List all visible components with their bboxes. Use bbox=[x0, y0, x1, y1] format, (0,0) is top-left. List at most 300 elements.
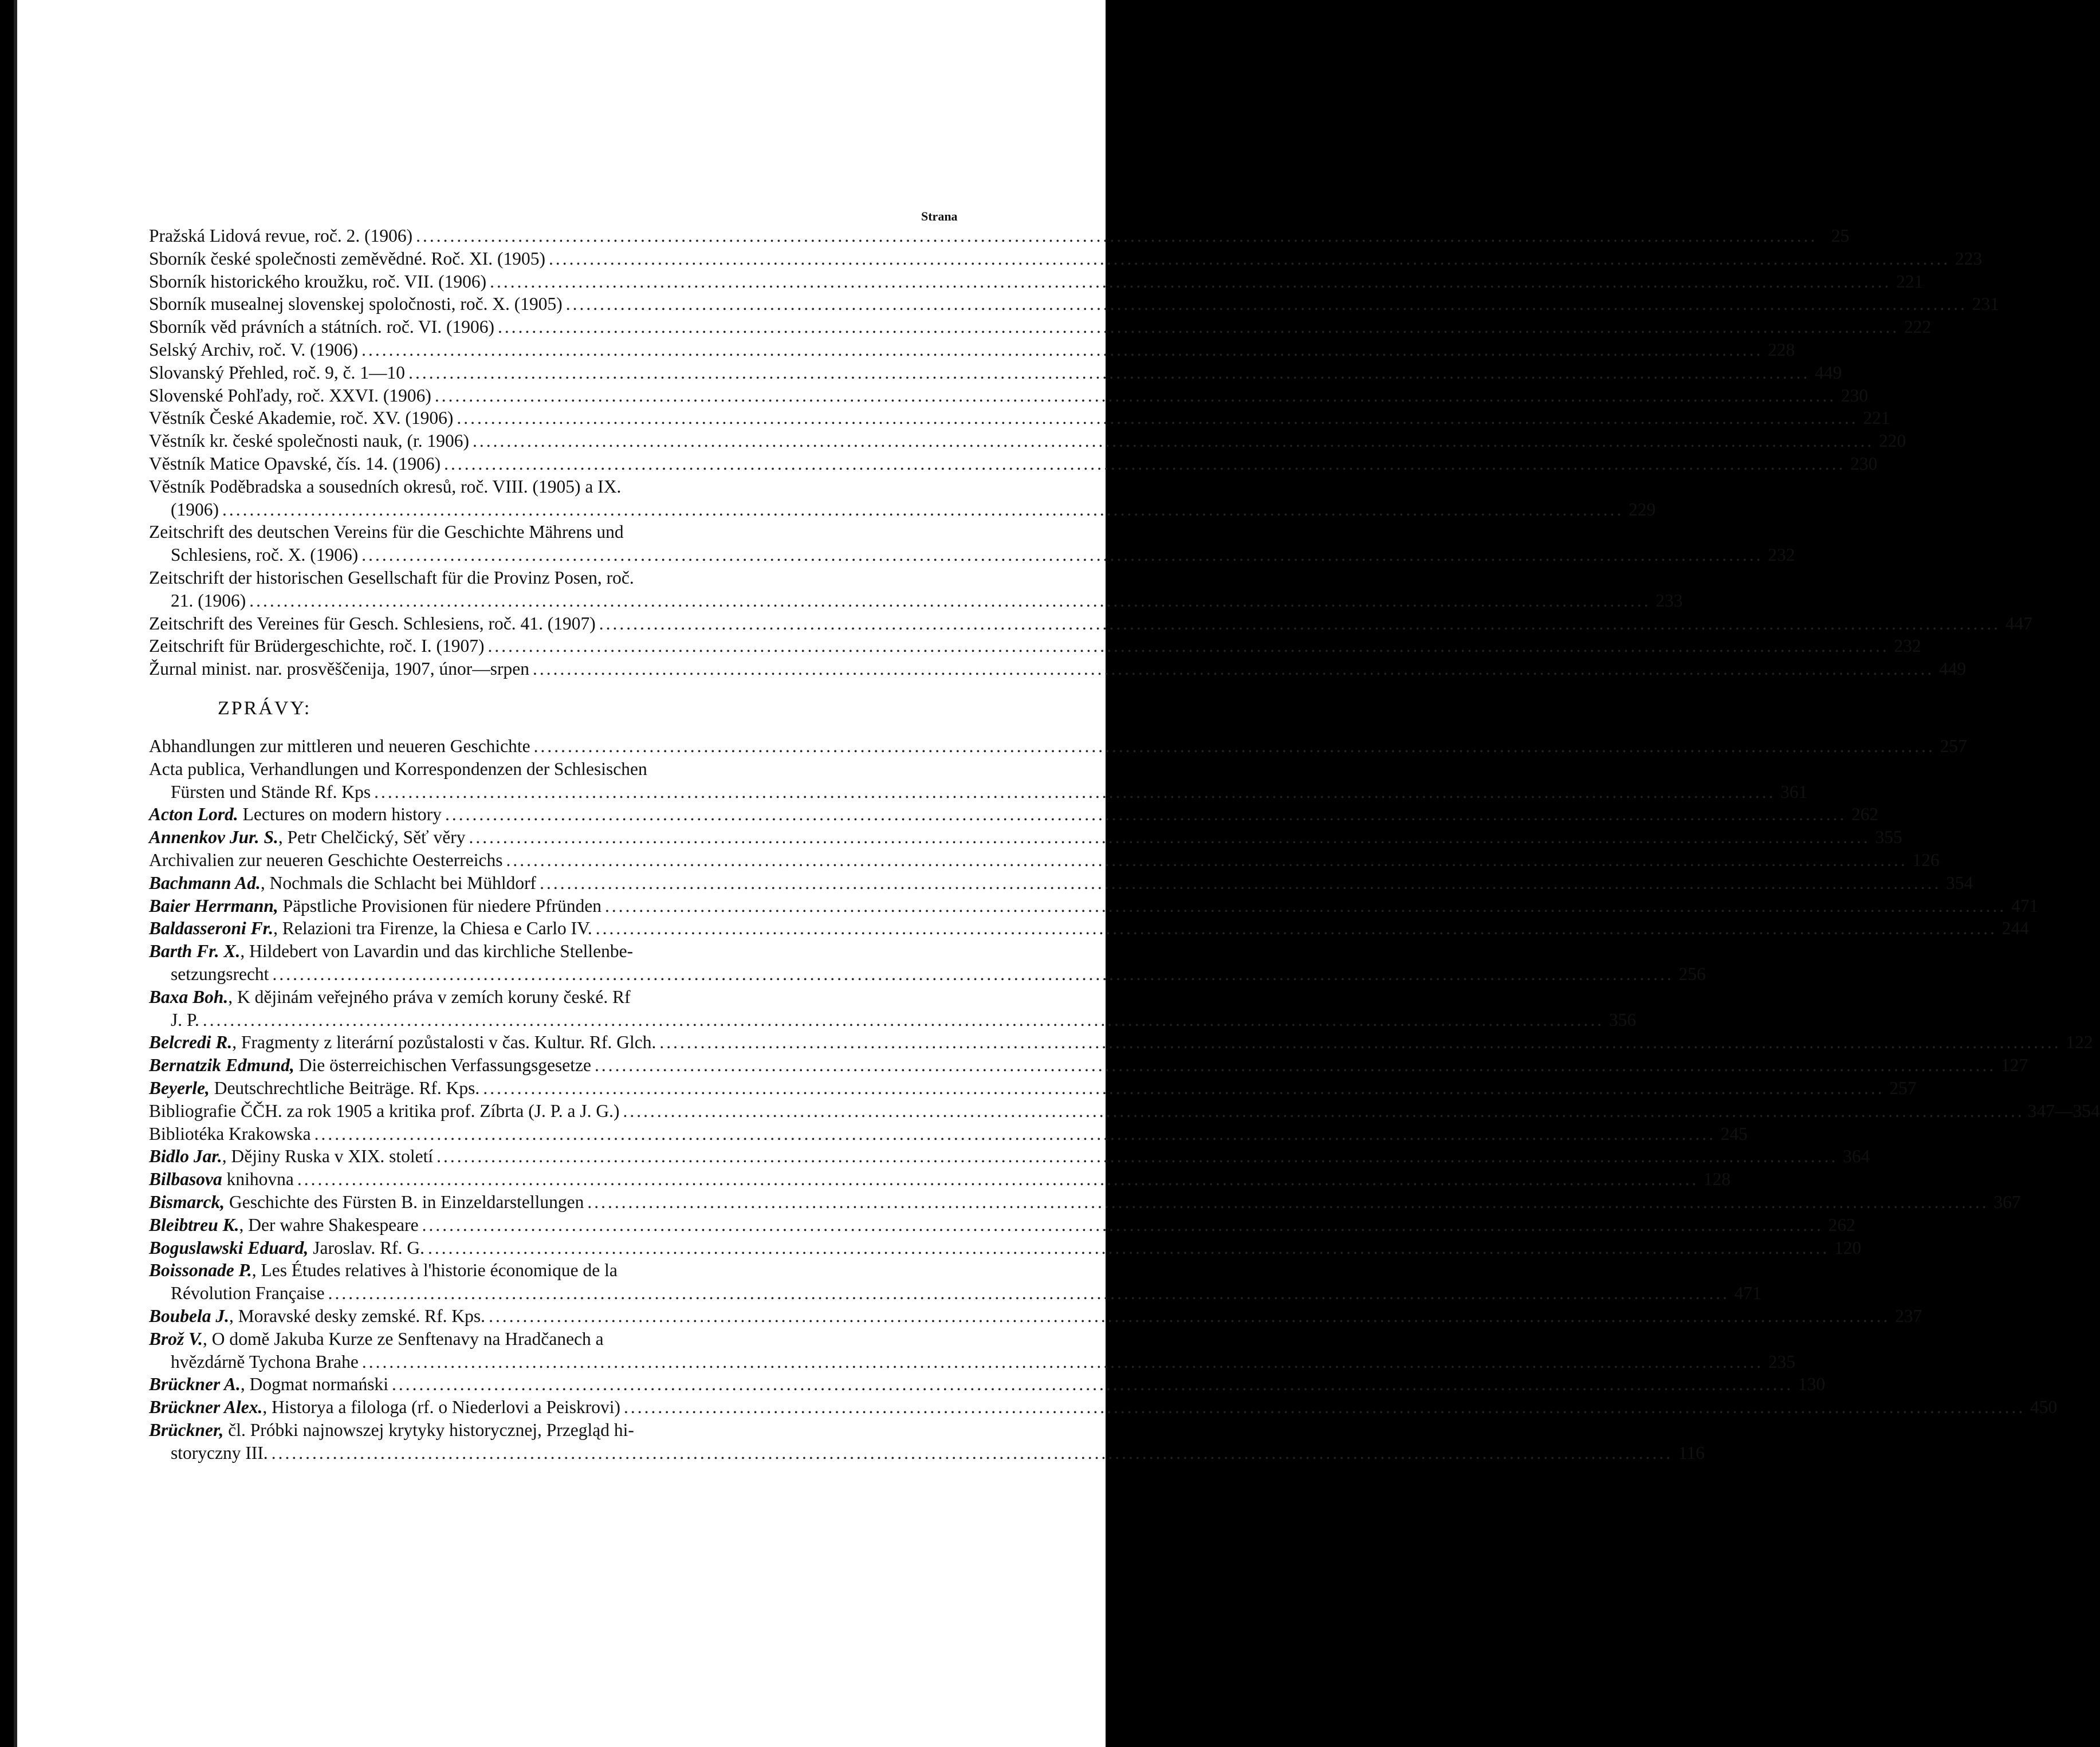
index-entry bbox=[149, 270, 1924, 293]
entry-title: (1906) bbox=[171, 499, 219, 520]
dot-leader bbox=[592, 917, 2000, 940]
entry-text bbox=[149, 407, 453, 430]
entry-line bbox=[149, 658, 1967, 680]
index-entry bbox=[149, 1419, 1705, 1465]
entry-line bbox=[149, 453, 1878, 475]
entry-text bbox=[149, 1305, 485, 1328]
entry-text bbox=[149, 339, 358, 361]
entry-author: Annenkov Jur. S. bbox=[149, 827, 278, 848]
entry-title: Päpstliche Provisionen für niedere Pfründen bbox=[278, 895, 602, 916]
entry-title: Sborník historického kroužku, roč. VII. (1906) bbox=[149, 271, 487, 292]
entry-line bbox=[149, 498, 1656, 521]
entry-line bbox=[149, 1168, 1731, 1191]
page-number: 25 bbox=[1831, 226, 1850, 246]
entry-author: Boubela J. bbox=[149, 1305, 230, 1326]
dot-leader bbox=[485, 1305, 1893, 1328]
dot-leader bbox=[358, 544, 1766, 566]
entry-line bbox=[149, 521, 957, 544]
entry-author: Belcredi R. bbox=[149, 1032, 233, 1053]
entry-author: Beyerle, bbox=[149, 1077, 210, 1098]
entry-title: setzungsrecht bbox=[171, 963, 269, 984]
entry-line bbox=[149, 781, 1808, 804]
entry-line bbox=[149, 917, 2029, 940]
entry-line bbox=[149, 1031, 2093, 1054]
entry-title: Bibliotéka Krakowska bbox=[149, 1123, 311, 1144]
dot-leader bbox=[502, 849, 1910, 872]
entry-author: Acton Lord. bbox=[149, 804, 238, 825]
dot-leader bbox=[656, 1031, 2064, 1054]
entry-line bbox=[149, 895, 2039, 918]
page-number: 126 bbox=[1912, 849, 1940, 870]
index-entry bbox=[149, 1328, 1796, 1374]
entry-title: , Moravské desky zemské. Rf. Kps. bbox=[229, 1305, 486, 1326]
entry-text bbox=[149, 1077, 479, 1100]
entry-line bbox=[149, 247, 1983, 270]
dot-leader bbox=[441, 453, 1849, 475]
entry-text bbox=[171, 498, 219, 521]
index-entry bbox=[149, 849, 1940, 872]
entry-text bbox=[149, 1260, 618, 1280]
entry-title: Věstník Matice Opavské, čís. 14. (1906) bbox=[149, 453, 441, 474]
dot-leader bbox=[465, 826, 1873, 849]
entry-line bbox=[149, 1145, 1870, 1168]
reports-index bbox=[149, 735, 2100, 1465]
entry-text bbox=[149, 1373, 388, 1396]
entry-line bbox=[149, 384, 1869, 407]
index-entry bbox=[149, 1054, 2028, 1077]
entry-title: Věstník České Akademie, roč. XV. (1906) bbox=[149, 408, 454, 428]
index-entry bbox=[149, 872, 1973, 895]
entry-line bbox=[149, 1123, 1748, 1146]
index-entry bbox=[149, 225, 1850, 247]
entry-text bbox=[171, 1351, 359, 1374]
page-number: 120 bbox=[1834, 1237, 1862, 1258]
entry-text bbox=[149, 635, 484, 658]
page-number: 367 bbox=[1993, 1191, 2021, 1212]
entry-author: Bernatzik Edmund, bbox=[149, 1055, 294, 1076]
dot-leader bbox=[358, 339, 1766, 361]
entry-line bbox=[149, 1259, 957, 1282]
entry-line bbox=[149, 1282, 1761, 1305]
entry-title: Sborník musealnej slovenskej spoločnosti, roč. X. (1905) bbox=[149, 294, 563, 314]
entry-line bbox=[149, 566, 957, 589]
page-number: 257 bbox=[1889, 1077, 1917, 1098]
entry-text bbox=[149, 1054, 591, 1077]
page-number: 221 bbox=[1863, 408, 1890, 428]
index-entry bbox=[149, 917, 2029, 940]
entry-line bbox=[149, 430, 1906, 453]
index-entry bbox=[149, 1214, 1855, 1237]
entry-line bbox=[149, 293, 2000, 316]
index-entry bbox=[149, 940, 1706, 986]
entry-title: Věstník Poděbradska a sousedních okresů, roč. VIII. (1905) a IX. bbox=[149, 476, 622, 497]
entry-title: Fürsten und Stände Rf. Kps bbox=[171, 781, 371, 802]
page-number: 244 bbox=[2001, 918, 2029, 939]
dot-leader bbox=[529, 658, 1937, 680]
page-number: 116 bbox=[1678, 1442, 1705, 1463]
entry-title: Schlesiens, roč. X. (1906) bbox=[171, 545, 359, 565]
entry-title: Žurnal minist. nar. prosvěščenija, 1907, únor—srpen bbox=[149, 659, 529, 679]
page-column-header: Strana bbox=[921, 209, 958, 223]
entry-text bbox=[149, 1168, 294, 1191]
entry-text bbox=[149, 1031, 656, 1054]
entry-title: Sborník české společnosti zeměvědné. Roč. XI. (1905) bbox=[149, 248, 545, 269]
page-number: 233 bbox=[1655, 590, 1683, 611]
entry-text bbox=[149, 658, 529, 680]
page-number: 223 bbox=[1955, 248, 1983, 269]
section-heading: ZPRÁVY: bbox=[218, 698, 312, 719]
entry-text bbox=[149, 477, 621, 497]
dot-leader bbox=[530, 735, 1938, 758]
entry-line bbox=[149, 735, 1967, 758]
entry-title: Die österreichischen Verfassungsgesetze bbox=[294, 1055, 591, 1076]
index-entry bbox=[149, 1373, 1826, 1396]
page-number: 257 bbox=[1940, 736, 1967, 756]
entry-text bbox=[149, 316, 494, 339]
page-number: 232 bbox=[1768, 545, 1795, 565]
entry-author: Bilbasova bbox=[149, 1169, 222, 1190]
entry-line bbox=[149, 270, 1924, 293]
entry-text bbox=[149, 987, 631, 1007]
entry-text bbox=[171, 589, 246, 612]
entry-title: Zeitschrift der historischen Gesellschaft für die Provinz Posen, roč. bbox=[149, 567, 634, 588]
entry-line bbox=[149, 826, 1902, 849]
dot-leader bbox=[596, 612, 2004, 635]
entry-line bbox=[149, 1077, 1917, 1100]
index-entry bbox=[149, 758, 1808, 804]
entry-line bbox=[149, 612, 2032, 635]
dot-leader bbox=[442, 803, 1850, 826]
entry-author: Bismarck, bbox=[149, 1191, 225, 1212]
entry-text bbox=[149, 826, 465, 849]
entry-title: , Dogmat normański bbox=[240, 1374, 388, 1395]
entry-text bbox=[149, 872, 536, 895]
dot-leader bbox=[545, 247, 1953, 270]
index-entry bbox=[149, 735, 1967, 758]
page-number: 222 bbox=[1904, 317, 1932, 337]
entry-title: , Der wahre Shakespeare bbox=[239, 1214, 419, 1235]
page-number: 449 bbox=[1939, 659, 1967, 679]
dot-leader bbox=[469, 430, 1877, 453]
index-entry bbox=[149, 612, 2032, 635]
entry-title: Archivalien zur neueren Geschichte Oesterreichs bbox=[149, 849, 503, 870]
index-entry bbox=[149, 1145, 1870, 1168]
entry-title: Slovanský Přehled, roč. 9, č. 1—10 bbox=[149, 362, 406, 383]
entry-title: Sborník věd právních a státních. roč. VI. (1906) bbox=[149, 317, 495, 337]
entry-title: Věstník kr. české společnosti nauk, (r. 1906) bbox=[149, 431, 470, 451]
entry-line bbox=[149, 1237, 1862, 1260]
entry-author: Boguslawski Eduard, bbox=[149, 1237, 309, 1258]
dot-leader bbox=[563, 293, 1971, 316]
index-entry bbox=[149, 1031, 2093, 1054]
page-number: 229 bbox=[1628, 499, 1656, 520]
page-number: 256 bbox=[1678, 963, 1706, 984]
index-entry bbox=[149, 521, 1795, 566]
entry-author: Brückner A. bbox=[149, 1374, 241, 1395]
entry-title: , Dějiny Ruska v XIX. století bbox=[222, 1146, 434, 1167]
entry-text bbox=[149, 612, 596, 635]
entry-author: Baier Herrmann, bbox=[149, 895, 278, 916]
entry-text bbox=[149, 1214, 419, 1237]
entry-author: Bachmann Ad. bbox=[149, 872, 261, 893]
dot-leader bbox=[269, 963, 1677, 986]
entry-text bbox=[149, 453, 441, 475]
entry-line bbox=[149, 361, 1842, 384]
dot-leader bbox=[246, 589, 1654, 612]
page-number: 230 bbox=[1841, 385, 1869, 406]
entry-line bbox=[149, 1191, 2021, 1214]
dot-leader bbox=[424, 1237, 1832, 1260]
page-number: 356 bbox=[1609, 1009, 1637, 1030]
entry-line bbox=[149, 758, 957, 781]
index-entry bbox=[149, 247, 1983, 270]
entry-text bbox=[149, 735, 530, 758]
page-number: 122 bbox=[2066, 1032, 2093, 1053]
entry-text bbox=[149, 1145, 433, 1168]
dot-leader bbox=[584, 1191, 1992, 1214]
index-entry bbox=[149, 826, 1902, 849]
index-entry bbox=[149, 895, 2039, 918]
entry-line bbox=[149, 1214, 1855, 1237]
entry-line bbox=[149, 225, 1850, 247]
page-number: 235 bbox=[1768, 1351, 1796, 1372]
entry-author: Bidlo Jar. bbox=[149, 1146, 222, 1167]
entry-text bbox=[171, 1282, 325, 1305]
page-number: 221 bbox=[1896, 271, 1924, 292]
entry-text bbox=[149, 941, 633, 961]
dot-leader bbox=[433, 1145, 1841, 1168]
dot-leader bbox=[431, 384, 1839, 407]
entry-text bbox=[149, 1396, 620, 1419]
page-number: 230 bbox=[1850, 453, 1878, 474]
entry-line bbox=[149, 1419, 957, 1442]
entry-title: Pražská Lidová revue, roč. 2. (1906) bbox=[149, 226, 413, 246]
entry-title: , Fragmenty z literární pozůstalosti v čas. Kultur. Rf. Glch. bbox=[232, 1032, 656, 1053]
dot-leader bbox=[268, 1442, 1676, 1465]
entry-text bbox=[149, 1100, 619, 1123]
entry-title: čl. Próbki najnowszej krytyky historycznej, Przegląd hi- bbox=[223, 1419, 634, 1440]
index-entry bbox=[149, 658, 1967, 680]
entry-text bbox=[149, 1329, 604, 1349]
dot-leader bbox=[494, 316, 1902, 339]
page-number: 245 bbox=[1720, 1123, 1748, 1144]
entry-title: 21. (1906) bbox=[171, 590, 246, 611]
index-entry bbox=[149, 1077, 1917, 1100]
entry-title: Zeitschrift des Vereines für Gesch. Schlesiens, roč. 41. (1907) bbox=[149, 613, 596, 634]
entry-text bbox=[149, 384, 431, 407]
entry-text bbox=[149, 1191, 584, 1214]
entry-title: Lectures on modern history bbox=[238, 804, 442, 825]
page-number: 447 bbox=[2005, 613, 2032, 634]
entry-title: Zeitschrift des deutschen Vereins für die Geschichte Mährens und bbox=[149, 522, 624, 542]
page-number: 354 bbox=[1946, 872, 1973, 893]
dot-leader bbox=[419, 1214, 1827, 1237]
entry-title: , Relazioni tra Firenze, la Chiesa e Carlo IV. bbox=[273, 918, 592, 939]
dot-leader bbox=[199, 1009, 1607, 1032]
entry-title: Zeitschrift für Brüdergeschichte, roč. I. (1907) bbox=[149, 636, 485, 656]
entry-author: Boissonade P. bbox=[149, 1260, 252, 1281]
entry-author: Brückner Alex. bbox=[149, 1397, 263, 1418]
entry-author: Barth Fr. X. bbox=[149, 941, 241, 962]
page-number: 347—354 bbox=[2027, 1100, 2100, 1121]
entry-author: Brož V. bbox=[149, 1328, 203, 1349]
entry-title: , Nochmals die Schlacht bei Mühldorf bbox=[260, 872, 537, 893]
periodicals-index bbox=[149, 225, 2032, 680]
entry-text bbox=[149, 1420, 634, 1440]
entry-line bbox=[149, 986, 957, 1009]
entry-text bbox=[149, 759, 647, 779]
entry-text bbox=[149, 895, 601, 918]
entry-line bbox=[149, 544, 1795, 566]
page-number: 220 bbox=[1879, 431, 1906, 451]
dot-leader bbox=[325, 1282, 1733, 1305]
entry-text bbox=[171, 544, 358, 566]
entry-text bbox=[171, 963, 269, 986]
entry-title: , Petr Chelčický, Sěť věry bbox=[278, 827, 466, 848]
entry-title: Révolution Française bbox=[171, 1283, 325, 1304]
page-number: 237 bbox=[1895, 1305, 1922, 1326]
index-entry bbox=[149, 407, 1890, 430]
entry-line bbox=[149, 940, 957, 963]
entry-text bbox=[149, 1237, 424, 1260]
entry-author: Baxa Boh. bbox=[149, 986, 229, 1007]
entry-line bbox=[149, 1328, 957, 1351]
entry-line bbox=[149, 963, 1706, 986]
page-number: 450 bbox=[2030, 1397, 2058, 1418]
page-number: 449 bbox=[1815, 362, 1842, 383]
index-entry bbox=[149, 1100, 2100, 1123]
page-number: 232 bbox=[1894, 636, 1921, 656]
index-entry bbox=[149, 361, 1842, 384]
entry-line bbox=[149, 1100, 2100, 1123]
dot-leader bbox=[412, 225, 1820, 247]
page-number: 355 bbox=[1875, 827, 1902, 848]
entry-title: Selský Archiv, roč. V. (1906) bbox=[149, 339, 359, 360]
entry-line bbox=[149, 1351, 1796, 1374]
entry-text bbox=[171, 1442, 268, 1465]
page-number: 471 bbox=[1734, 1283, 1761, 1304]
entry-author: Baldasseroni Fr. bbox=[149, 918, 274, 939]
dot-leader bbox=[453, 407, 1861, 430]
entry-title: Abhandlungen zur mittleren und neueren Geschichte bbox=[149, 736, 530, 756]
entry-text bbox=[149, 803, 442, 826]
index-entry bbox=[149, 1191, 2021, 1214]
index-entry bbox=[149, 475, 1656, 521]
entry-text bbox=[149, 917, 592, 940]
index-entry bbox=[149, 566, 1683, 612]
dot-leader bbox=[219, 498, 1627, 521]
page-number: 127 bbox=[2000, 1055, 2028, 1076]
page-number: 262 bbox=[1828, 1214, 1855, 1235]
dot-leader bbox=[359, 1351, 1767, 1374]
entry-title: Geschichte des Fürsten B. in Einzeldarstellungen bbox=[225, 1191, 584, 1212]
index-entry bbox=[149, 1237, 1862, 1260]
entry-line bbox=[149, 872, 1973, 895]
entry-title: Acta publica, Verhandlungen und Korrespondenzen der Schlesischen bbox=[149, 758, 647, 779]
entry-line bbox=[149, 849, 1940, 872]
entry-text bbox=[171, 781, 371, 804]
page-number: 262 bbox=[1851, 804, 1879, 825]
entry-text bbox=[149, 293, 563, 316]
entry-line bbox=[149, 1396, 2058, 1419]
page-number: 361 bbox=[1780, 781, 1808, 802]
dot-leader bbox=[311, 1123, 1719, 1146]
entry-line bbox=[149, 1442, 1705, 1465]
dot-leader bbox=[294, 1168, 1702, 1191]
dot-leader bbox=[536, 872, 1944, 895]
entry-line bbox=[149, 589, 1683, 612]
index-entry bbox=[149, 316, 1932, 339]
entry-title: J. P. bbox=[171, 1009, 199, 1030]
dot-leader bbox=[620, 1396, 2028, 1419]
entry-title: , Historya a filologa (rf. o Niederlovi a Peiskrovi) bbox=[262, 1397, 620, 1418]
entry-text bbox=[149, 361, 405, 384]
index-entry bbox=[149, 986, 1637, 1032]
page-number: 228 bbox=[1768, 339, 1795, 360]
entry-line bbox=[149, 1373, 1826, 1396]
entry-line bbox=[149, 407, 1890, 430]
entry-title: Slovenské Pohľady, roč. XXVI. (1906) bbox=[149, 385, 431, 406]
entry-line bbox=[149, 1009, 1637, 1032]
entry-title: , O domě Jakuba Kurze ze Senftenavy na Hradčanech a bbox=[202, 1328, 604, 1349]
dot-leader bbox=[619, 1100, 2027, 1123]
entry-line bbox=[149, 1305, 1922, 1328]
entry-line bbox=[149, 1054, 2028, 1077]
page-number: 231 bbox=[1972, 294, 2000, 314]
index-entry bbox=[149, 293, 2000, 316]
entry-text bbox=[149, 568, 634, 588]
entry-text bbox=[149, 247, 545, 270]
entry-line bbox=[149, 339, 1795, 361]
index-entry bbox=[149, 1305, 1922, 1328]
index-entry bbox=[149, 384, 1869, 407]
dot-leader bbox=[388, 1373, 1796, 1396]
index-entry bbox=[149, 1168, 1731, 1191]
dot-leader bbox=[591, 1054, 1999, 1077]
entry-author: Brückner, bbox=[149, 1419, 224, 1440]
page-number: 130 bbox=[1798, 1374, 1826, 1395]
index-entry bbox=[149, 1396, 2058, 1419]
index-entry bbox=[149, 453, 1878, 475]
index-entry bbox=[149, 803, 1879, 826]
entry-title: , Les Études relatives à l'historie économique de la bbox=[251, 1260, 618, 1281]
entry-title: knihovna bbox=[222, 1169, 294, 1190]
index-entry bbox=[149, 339, 1795, 361]
entry-line bbox=[149, 475, 957, 498]
entry-text bbox=[149, 849, 502, 872]
index-entry bbox=[149, 1123, 1748, 1146]
entry-text bbox=[149, 522, 624, 542]
entry-text bbox=[149, 1123, 311, 1146]
dot-leader bbox=[405, 361, 1813, 384]
entry-line bbox=[149, 635, 1921, 658]
index-entry bbox=[149, 635, 1921, 658]
page-number: 364 bbox=[1843, 1146, 1870, 1167]
entry-title: Bibliografie ČČH. za rok 1905 a kritika prof. Zíbrta (J. P. a J. G.) bbox=[149, 1100, 620, 1121]
index-entry bbox=[149, 1259, 1761, 1305]
entry-text bbox=[149, 270, 486, 293]
entry-title: Jaroslav. Rf. G. bbox=[308, 1237, 425, 1258]
entry-title: hvězdárně Tychona Brahe bbox=[171, 1351, 359, 1372]
book-page bbox=[14, 0, 2100, 1747]
entry-title: storyczny III. bbox=[171, 1442, 268, 1463]
entry-text bbox=[149, 430, 469, 453]
entry-text bbox=[149, 225, 412, 247]
page-number: 471 bbox=[2011, 895, 2039, 916]
dot-leader bbox=[486, 270, 1894, 293]
dot-leader bbox=[479, 1077, 1887, 1100]
entry-author: Bleibtreu K. bbox=[149, 1214, 239, 1235]
